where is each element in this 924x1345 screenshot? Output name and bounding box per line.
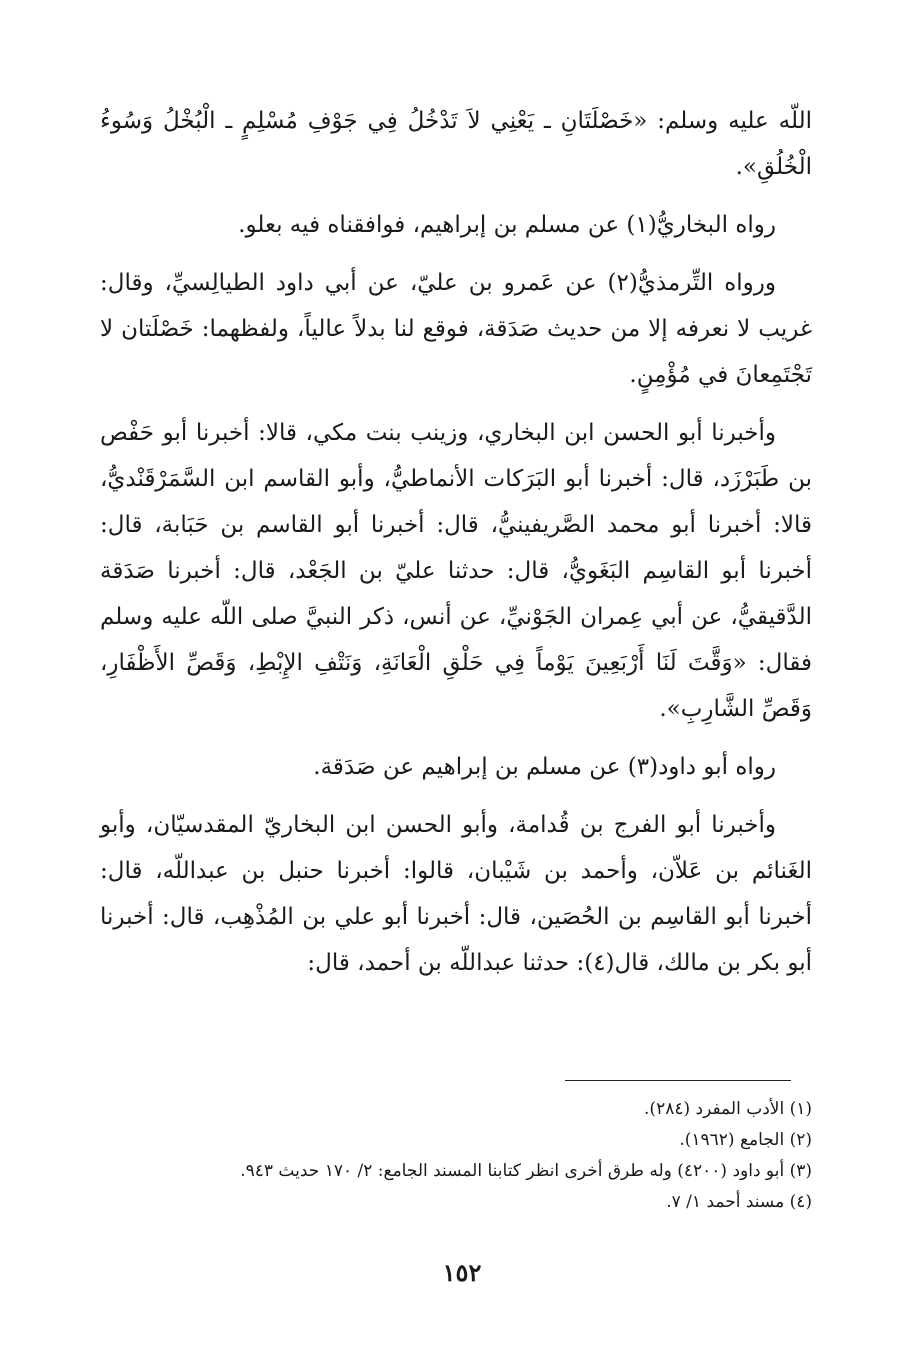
footnote-4: (٤) مسند أحمد ١/ ٧. — [666, 1192, 812, 1212]
paragraph-isnad-ibn-qudama: وأخبرنا أبو الفرج بن قُدامة، وأبو الحسن ابن البخاريّ المقدسيّان، وأبو الغَنائم بن عَلاّن، وأحمد بن شَيْبان، قالوا: أخبرنا حنبل بن عبداللّه، قال: أخبرنا أبو القاسِم بن الحُصَين، قال: أخبرنا أبو علي بن المُذْهِب، قال: أخبرنا أبو بكر بن مالك، قال(٤): حدثنا عبداللّه بن أحمد، قال: — [100, 812, 812, 976]
page-number: ١٥٢ — [442, 1258, 482, 1287]
footnote-2: (٢) الجامع (١٩٦٢). — [679, 1130, 812, 1150]
footnote-3: (٣) أبو داود (٤٢٠٠) وله طرق أخرى انظر كتابنا المسند الجامع: ٢/ ١٧٠ حديث ٩٤٣. — [240, 1161, 812, 1181]
footnote-divider — [565, 1080, 791, 1081]
footnote-1: (١) الأدب المفرد (٢٨٤). — [644, 1099, 812, 1119]
paragraph-hadith-continuation: اللّه عليه وسلم: «خَصْلَتَانِ ـ يَعْنِي لاَ تَدْخُلُ فِي جَوْفِ مُسْلِمٍ ـ الْبُخْلُ وَسُوءُ الْخُلُقِ». — [100, 108, 812, 180]
paragraph-bukhari-narration: رواه البخاريُّ(١) عن مسلم بن إبراهيم، فوافقناه فيه بعلو. — [238, 212, 776, 238]
footnotes — [100, 1094, 812, 1218]
paragraph-abu-dawud-narration: رواه أبو داود(٣) عن مسلم بن إبراهيم عن صَدَقة. — [313, 754, 776, 780]
main-text — [100, 98, 812, 998]
paragraph-tirmidhi-narration: ورواه التِّرمذيُّ(٢) عن عَمرو بن عليّ، عن أبي داود الطيالِسيِّ، وقال: غريب لا نعرفه إلا من حديث صَدَقة، فوقع لنا بدلاً عالياً، ولفظهما: خَصْلَتان لا تَجْتَمِعانَ في مُؤْمِنٍ. — [100, 270, 812, 388]
paragraph-isnad-anas: وأخبرنا أبو الحسن ابن البخاري، وزينب بنت مكي، قالا: أخبرنا أبو حَفْص بن طَبَرْزَد، قال: أخبرنا أبو البَرَكات الأنماطيُّ، وأبو القاسم ابن السَّمَرْقَنْديُّ، قالا: أخبرنا أبو محمد الصَّريفينيُّ، قال: أخبرنا أبو القاسم بن حَبَابة، قال: أخبرنا أبو القاسِم البَغَويُّ، قال: حدثنا عليّ بن الجَعْد، قال: أخبرنا صَدَقة الدَّقيقيُّ، عن أبي عِمران الجَوْنيِّ، عن أنس، ذكر النبيَّ صلى اللّه عليه وسلم فقال: «وَقَّتَ لَنَا أَرْبَعِينَ يَوْماً فِي حَلْقِ الْعَانَةِ، وَنَتْفِ الإِبْطِ، وَقَصِّ الأَظْفَارِ، وَقَصِّ الشَّارِبِ». — [100, 420, 812, 722]
